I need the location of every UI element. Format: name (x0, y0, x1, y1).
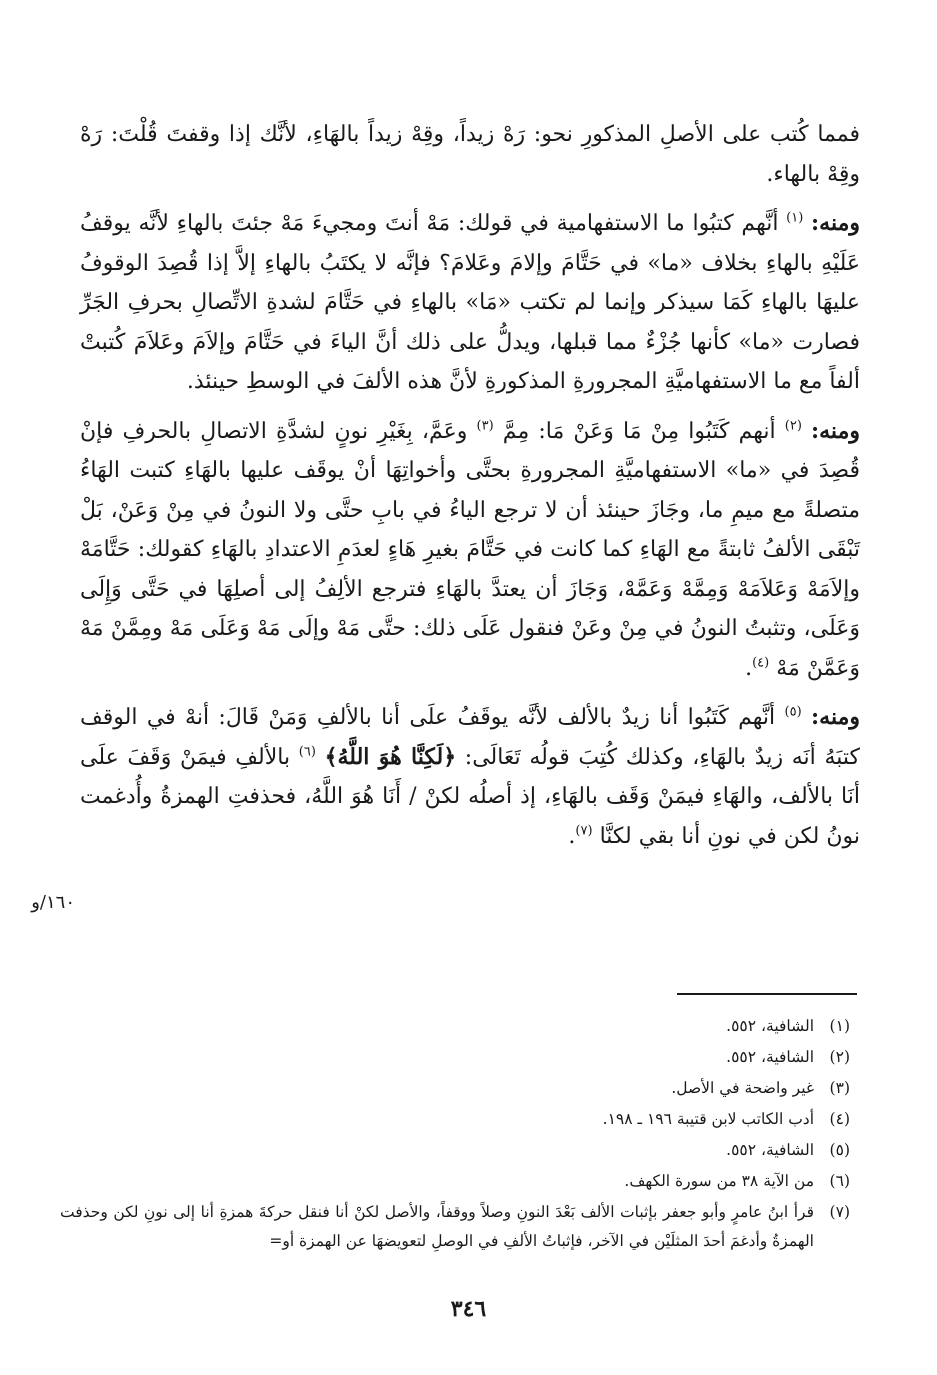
paragraph-text: بالألفِ فيمَنْ وَقَفَ علَى أنَا بالألف، والهَاءِ فيمَنْ وَقَف بالهَاءِ، إذ أصلُه لكنْ / أَنَا هُوَ اللَّهُ، فحذفتِ الهمزةُ وأُدغمت نونُ لكن في نونِ أنا بقي لكنَّا (80, 744, 860, 849)
paragraph-end: . (568, 823, 576, 849)
manuscript-folio-marker: ١٦٠/و (31, 892, 75, 913)
footnote (60, 1043, 850, 1072)
footnote-number: (٣) (829, 1079, 850, 1097)
footnote (60, 1167, 850, 1196)
paragraph-4 (80, 698, 860, 856)
paragraph-3 (80, 412, 860, 689)
paragraph-text: وعَمَّ، بِغَيْرِ نونٍ لشدَّةِ الاتصالِ بالحرفِ فإنْ قُصِدَ في «ما» الاستفهاميَّةِ المجرورةِ بحتَّى وأخواتِهَا أنْ يوقَف عليها بالهَاءِ كتبت الهَاءُ متصلةً مع ميمِ ما، وجَازَ حينئذ أن لا ترجع الياءُ في بابِ حتَّى ولا النونُ في مِنْ وَعَنْ، بَلْ تَبْقَى الألفُ ثابتةً مع الهَاءِ كما كانت في حَتَّامَ بغيرِ هَاءٍ لعدَمِ الاعتدادِ بالهَاءِ كقولك: حَتَّامَهْ وإلاَمَهْ وَعَلاَمَهْ وَمِمَّهْ وَعَمَّهْ، وَجَازَ أن يعتدَّ بالهَاءِ فترجع الألِفُ إلى أصلِهَا في حَتَّى وَإِلَى وَعَلَى، وتثبتُ النونُ في مِنْ وعَنْ فنقول عَلَى ذلك: حتَّى مَهْ وإلَى مَهْ وَعَلَى مَهْ ومِمَّنْ مَهْ وَعَمَّنْ مَهْ (80, 418, 860, 681)
footnote-text: الشافية، ٥٥٢. (726, 1141, 814, 1159)
footnote-text: أدب الكاتب لابن قتيبة ١٩٦ ـ ١٩٨. (602, 1110, 814, 1128)
footnote-ref: (١) (786, 210, 804, 226)
footnote-text: الشافية، ٥٥٢. (726, 1017, 814, 1035)
footnote-number: (٦) (829, 1172, 850, 1190)
footnote (60, 1198, 850, 1256)
footnote-number: (٧) (829, 1203, 850, 1221)
footnote-text: الشافية، ٥٥٢. (726, 1048, 814, 1066)
paragraph-text: أنَّهم كتبُوا ما الاستفهامية في قولك: مَهْ أنتَ ومجيءَ مَهْ جئتَ بالهاءِ لأنَّه يوقفُ عَلَيْهِ بالهاءِ بخلاف «ما» في حَتَّامَ وإلامَ وعَلامَ؟ فإنَّه لا يكتَبُ بالهاءِ إلاَّ إذا قُصِدَ الوقوفُ عليهَا بالهاءِ كَمَا سيذكر وإنما لم تكتب «مَا» بالهاءِ في حَتَّامَ لشدةِ الاتِّصالِ بحرفِ الجَرِّ فصارت «ما» كأنها جُزْءٌ مما قبلها، ويدلُّ على ذلك أنَّ الياءَ في حَتَّامَ وإلاَمَ وعَلاَمَ كُتبتْ ألفاً مع ما الاستفهاميَّةِ المجرورةِ المذكورةِ لأنَّ هذه الألفَ في الوسطِ حينئذ. (80, 211, 860, 394)
paragraph-lead: ومنه: (811, 417, 860, 444)
page-number: ٣٤٦ (450, 1296, 487, 1322)
paragraph-text: أنَّهم كَتَبُوا أنا زيدٌ بالألف لأنَّه يوقَفُ علَى أنا بالألفِ وَمَنْ قَالَ: أنهْ في الوقف كتبَهُ أنَه زيدٌ بالهَاءِ، وكذلك كُتِبَ قولُه تَعَالَى: (80, 705, 860, 770)
paragraph-end: . (745, 655, 753, 681)
footnote-ref: (٣) (476, 418, 494, 434)
footnote-number: (٤) (829, 1110, 850, 1128)
footnotes (60, 1012, 850, 1258)
footnote-number: (٢) (829, 1048, 850, 1066)
footnote (60, 1105, 850, 1134)
paragraph-text: أنهم كَتَبُوا مِنْ مَا وَعَنْ مَا: مِمَّ (502, 418, 776, 444)
footnote-ref: (٦) (298, 744, 316, 760)
footnote-ref: (٥) (784, 704, 802, 720)
footnote-text: غير واضحة في الأصل. (671, 1079, 814, 1097)
paragraph-2 (80, 204, 860, 402)
paragraph-1 (80, 115, 860, 194)
footnote (60, 1136, 850, 1165)
main-text (80, 115, 860, 866)
footnote-ref: (٢) (784, 418, 802, 434)
quran-quote: ﴿لَكِنَّا هُوَ اللَّهُ﴾ (324, 743, 457, 770)
footnote (60, 1012, 850, 1041)
paragraph-lead: ومنه: (811, 210, 860, 236)
footnote-number: (٥) (829, 1141, 850, 1159)
footnote-separator (677, 993, 857, 995)
footnote-text: قرأ ابنُ عامرٍ وأبو جعفر بإثبات الألف بَعْدَ النونِ وصلاً ووقفاً، والأصل لكنْ أنا فنقل حركةَ همزةِ أنا إلى نونِ لكن وحذفت الهمزةُ وأدغمَ أحدَ المثلَيْن في الآخر، فإثباتُ الألفِ في الوصلِ لتعويضهَا عن الهمزة أو= (60, 1203, 814, 1250)
paragraph-lead: ومنه: (811, 704, 860, 730)
footnote-ref: (٤) (752, 655, 770, 671)
paragraph-text: فمما كُتب على الأصلِ المذكورِ نحو: رَهْ زيداً، وقِهْ زيداً بالهَاءِ، لأنَّك إذا وقفتَ قُلْتَ: رَهْ وقِهْ بالهاء. (80, 122, 860, 187)
footnote-number: (١) (829, 1017, 850, 1035)
footnote-text: من الآية ٣٨ من سورة الكهف. (624, 1172, 814, 1190)
footnote-ref: (٧) (575, 823, 593, 839)
footnote (60, 1074, 850, 1103)
